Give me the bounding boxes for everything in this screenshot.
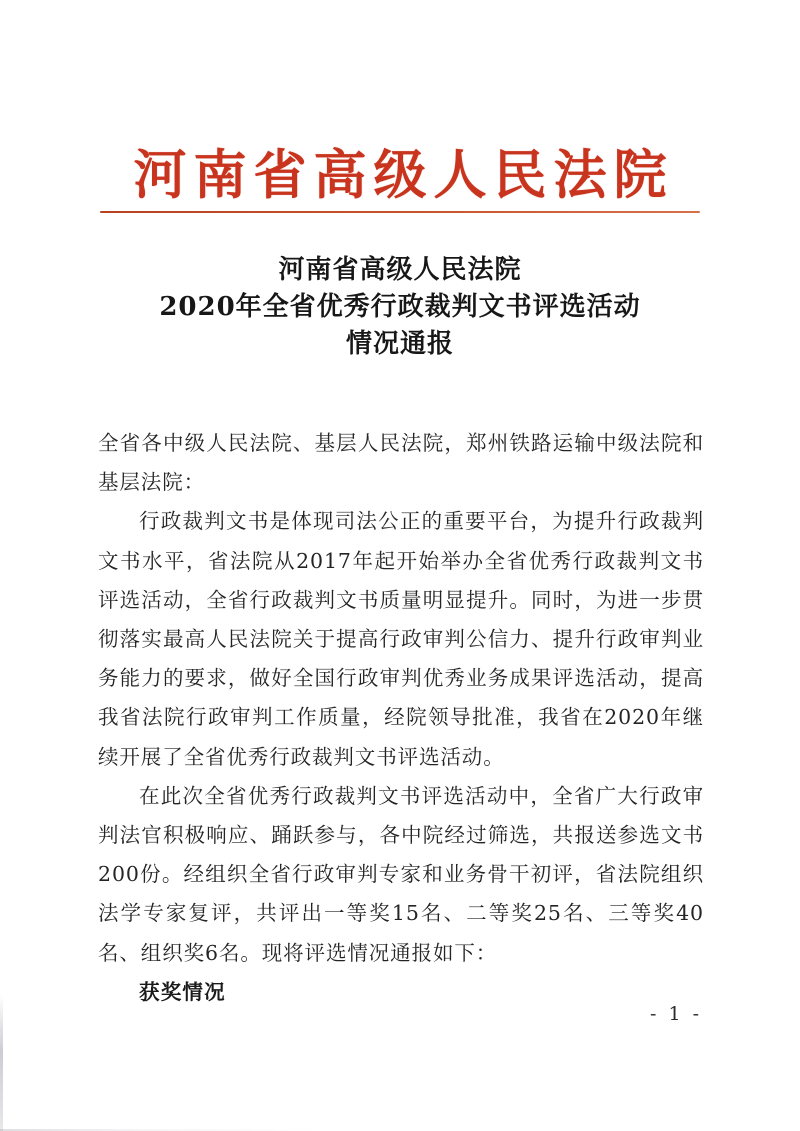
letterhead-masthead <box>0 144 800 206</box>
body-paragraph-2: 在此次全省优秀行政裁判文书评选活动中，全省广大行政审判法官积极响应、踊跃参与，各中院经过筛选，共报送参选文书200份。经组织全省行政审判专家和业务骨干初评，省法院组织法学专家复评，共评出一等奖15名、二等奖25名、三等奖40名、组织奖6名。现将评选情况通报如下： <box>98 783 704 965</box>
letterhead-organization-name: 河南省高级人民法院 <box>133 144 674 206</box>
document-title-line-3: 情况通报 <box>345 329 454 359</box>
section-heading-awards: 获奖情况 <box>139 979 226 1004</box>
document-title-line-2: 2020年全省优秀行政裁判文书评选活动 <box>159 292 641 322</box>
document-title <box>100 252 700 363</box>
body-paragraph-1: 行政裁判文书是体现司法公正的重要平台，为提升行政裁判文书水平，省法院从2017年起开始举办全省优秀行政裁判文书评选活动，全省行政裁判文书质量明显提升。同时，为进一步贯彻落实最高人民法院关于提高行政审判公信力、提升行政审判业务能力的要求，做好全国行政审判优秀业务成果评选活动，提高我省法院行政审判工作质量，经院领导批准，我省在2020年继续开展了全省优秀行政裁判文书评选活动。 <box>98 509 704 769</box>
page-number-footer: - 1 - <box>649 1003 702 1025</box>
letterhead-divider-rule <box>100 211 700 213</box>
document-body <box>98 424 704 1012</box>
salutation-line: 全省各中级人民法院、基层人民法院，郑州铁路运输中级法院和基层法院： <box>98 431 704 495</box>
document-title-line-1: 河南省高级人民法院 <box>278 255 522 285</box>
